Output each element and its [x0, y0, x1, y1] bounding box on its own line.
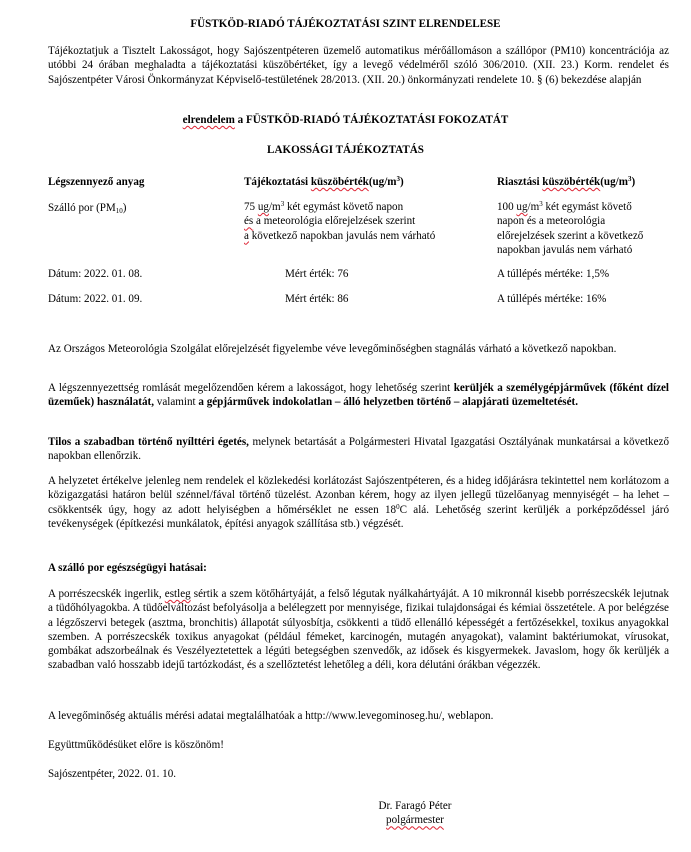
- measurement-value: Mért érték: 86: [285, 293, 349, 305]
- table-cell-info-threshold: 75 $ug/m^3$ két egymást követő napon és a meteorológia előrejelzések szerint a következő napokban javulás nem várható: [244, 200, 436, 242]
- website-paragraph: A levegőminőség aktuális mérési adatai megtalálhatóak a http://www.levegominoseg.hu/, weblapon.: [48, 710, 494, 722]
- order-word: elrendelem: [182, 114, 235, 126]
- table-header-pollutant: Légszennyező anyag: [48, 176, 145, 188]
- intro-paragraph: Tájékoztatjuk a Tisztelt Lakosságot, hogy Sajószentpéteren üzemelő automatikus mérőállomáson a szállópor (PM10) koncentrációja az utóbbi 24 órában meghaladta a tájékoztatási küszöbértéket, így a levegő védelméről szóló 306/2010. (XII. 23.) Korm. rendelet és Sajószentpéter Városi Önkormányzat Képviselő-testületének 28/2013. (XII. 20.) önkormányzati rendelete 10. § (6) bekezdése alapján: [48, 45, 669, 86]
- forecast-paragraph: Az Országos Meteorológia Szolgálat előrejelzését figyelembe véve levegőminőségben stagnálás várható a következő napokban.: [48, 343, 617, 355]
- measurement-value: Mért érték: 76: [285, 268, 349, 280]
- health-paragraph: A porrészecskék ingerlik, estleg sértik a szem kötőhártyáját, a felső légutak nyálkahártyáját. A 10 mikronnál kisebb porrészecskék lejutnak a tüdőhólyagokba. A tüdőelváltozást befolyásolja a belélegzett por mennyisége, fizikai tulajdonságai és kémiai összetétele. A por belégzése a légzőszervi betegek (asztma, bronchitis) állapotát súlyosbítja, csökkenti a tüdő ellenálló képességét a fertőzésekkel, toxikus anyagokkal szemben. A porrészecskék toxikus anyagokat (például fémeket, karcinogén, mutagén anyagokat), valamint baktériumokat, vírusokat, gombákat adszorbeálnak és Veszélyeztetettek a légúti betegségben szenvedők, az idősek és kisgyermekek. Javaslom, hogy ők kerüljék a szabadban való hosszabb idejű tartózkodást, és a szellőztetést lehetőleg a déli, kora délutáni órákban végezzék.: [48, 588, 669, 672]
- table-cell-alarm-threshold: 100 $ug/m^3$ két egymást követő napon és a meteorológia előrejelzések szerint a következő napokban javulás nem várható: [497, 200, 644, 256]
- burning-ban-paragraph: Tilos a szabadban történő nyílttéri égetés, melynek betartását a Polgármesteri Hivatal Igazgatási Osztályának munkatársai a következő napokban ellenőrzik.: [48, 436, 669, 463]
- signature-title: polgármester: [386, 814, 444, 827]
- table-header-alarm-threshold: Riasztási $küszöbérték(ug/m^3)$: [497, 175, 636, 188]
- table-header-info-threshold: Tájékoztatási $küszöbérték(ug/m^3)$: [244, 175, 404, 188]
- request-paragraph: A légszennyezettség romlását megelőzendően kérem a lakosságot, hogy lehetőség szerint kerüljék a személygépjárművek (főként dízel üzeműek) használatát, valamint a gépjárművek indokolatlan – álló helyzetben történő – alapjárati üzemeltetését.: [48, 382, 669, 409]
- measurement-date: Dátum: 2022. 01. 09.: [48, 293, 143, 305]
- table-cell-pollutant: Szálló por $(PM_{10})$: [48, 202, 127, 215]
- health-heading: A szálló por egészségügyi hatásai:: [48, 562, 207, 574]
- place-and-date: Sajószentpéter, 2022. 01. 10.: [48, 768, 177, 780]
- thanks-paragraph: Együttműködésüket előre is köszönöm!: [48, 739, 224, 751]
- signature-block: [340, 799, 490, 828]
- measurement-excess: A túllépés mértéke: 16%: [497, 293, 607, 305]
- measurement-excess: A túllépés mértéke: 1,5%: [497, 268, 610, 280]
- order-line: [0, 113, 691, 127]
- section-subtitle: LAKOSSÁGI TÁJÉKOZTATÁS: [267, 144, 424, 156]
- order-rest: a FÜSTKÖD-RIADÓ TÁJÉKOZTATÁSI FOKOZATÁT: [234, 114, 509, 126]
- heating-paragraph: A helyzetet értékelve jelenleg nem rendelek el közlekedési korlátozást Sajószentpéteren, és a hideg időjárásra tekintettel nem korlátozom a közigazgatási határon belül szénnel/fával történő tüzelést. Azonban kérem, hogy az ilyen jellegű tüzelőanyag mennyiségét – ha lehet – csökkentsék úgy, hogy az adott helyiségben a hőmérséklet ne essen $18^0C$ alá. Lehetőség szerint kerüljék a porképződéssel járó tevékenységek (építkezési munkálatok, építési anyagok szállítása stb.) végzését.: [48, 475, 669, 530]
- document-title: FÜSTKÖD-RIADÓ TÁJÉKOZTATÁSI SZINT ELRENDELESE: [190, 18, 501, 30]
- signature-name: Dr. Faragó Péter: [378, 800, 452, 812]
- measurement-date: Dátum: 2022. 01. 08.: [48, 268, 143, 280]
